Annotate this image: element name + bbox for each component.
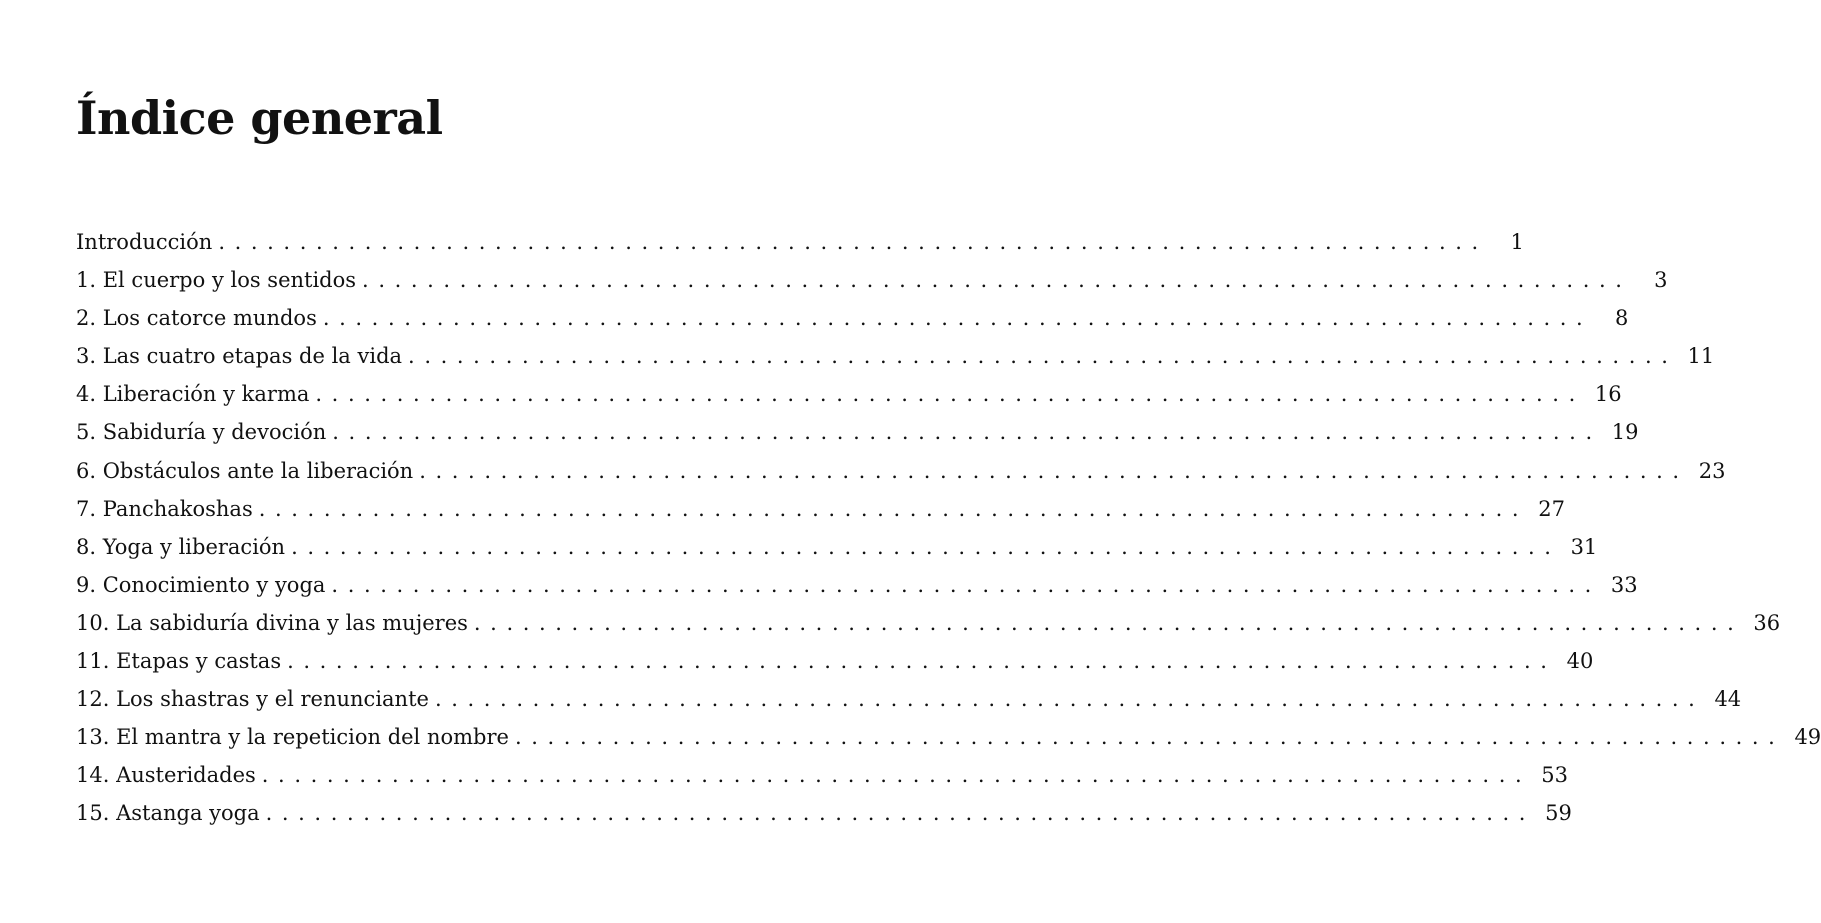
toc-entry-title: 15. Astanga yoga (76, 801, 260, 826)
table-of-contents (76, 223, 1821, 833)
toc-entry-page: 44 (1714, 687, 1742, 712)
toc-entry-title: 2. Los catorce mundos (76, 306, 317, 331)
toc-entry-title: 8. Yoga y liberación (76, 534, 286, 559)
toc-dot-leader: .............................................................................. (514, 725, 1785, 750)
toc-entry-page: 11 (1687, 344, 1715, 369)
toc-entry-page: 16 (1594, 382, 1622, 407)
toc-entry[interactable] (76, 680, 1742, 718)
toc-entry-page: 1 (1510, 230, 1524, 254)
toc-entry-title: 9. Conocimiento y yoga (76, 572, 326, 597)
toc-entry[interactable] (76, 223, 1524, 261)
toc-entry-title: 11. Etapas y castas (76, 649, 282, 674)
toc-entry[interactable] (76, 756, 1568, 794)
toc-entry[interactable] (76, 261, 1668, 299)
toc-entry[interactable] (76, 566, 1638, 604)
toc-dot-leader: .............................................................................. (322, 306, 1593, 331)
toc-entry-title: 3. Las cuatro etapas de la vida (76, 344, 403, 369)
toc-dot-leader: .............................................................................. (218, 230, 1488, 254)
toc-dot-leader: .............................................................................. (261, 763, 1532, 788)
toc-dot-leader: .............................................................................. (362, 268, 1632, 293)
toc-dot-leader: .............................................................................. (408, 344, 1678, 369)
toc-entry-page: 40 (1566, 649, 1594, 674)
toc-entry-title: 14. Austeridades (76, 763, 256, 788)
toc-dot-leader: .............................................................................. (434, 687, 1705, 712)
toc-dot-leader: .............................................................................. (258, 496, 1529, 521)
toc-dot-leader: .............................................................................. (331, 572, 1601, 597)
toc-entry-page: 19 (1611, 420, 1639, 445)
toc-entry[interactable] (76, 299, 1629, 337)
toc-entry[interactable] (76, 642, 1594, 680)
toc-dot-leader: .............................................................................. (315, 382, 1585, 407)
toc-entry[interactable] (76, 794, 1572, 832)
toc-entry-page: 31 (1570, 534, 1598, 559)
toc-entry[interactable] (76, 413, 1639, 451)
toc-entry[interactable] (76, 452, 1726, 490)
toc-entry-title: 4. Liberación y karma (76, 382, 310, 407)
toc-entry-title: 12. Los shastras y el renunciante (76, 687, 429, 712)
toc-entry[interactable] (76, 490, 1565, 528)
toc-entry-title: 6. Obstáculos ante la liberación (76, 458, 414, 483)
toc-entry-page: 8 (1614, 306, 1629, 331)
toc-dot-leader: .............................................................................. (265, 801, 1536, 826)
toc-dot-leader: .............................................................................. (332, 420, 1602, 445)
toc-entry-page: 53 (1541, 763, 1568, 788)
toc-entry-page: 3 (1654, 268, 1668, 293)
toc-entry-page: 49 (1794, 725, 1821, 750)
toc-dot-leader: .............................................................................. (291, 534, 1561, 559)
page-title: Índice general (76, 91, 443, 145)
toc-dot-leader: .............................................................................. (419, 458, 1689, 483)
toc-dot-leader: .............................................................................. (287, 649, 1557, 674)
toc-entry[interactable] (76, 604, 1781, 642)
toc-entry-page: 33 (1610, 572, 1638, 597)
toc-entry-title: 10. La sabiduría divina y las mujeres (76, 610, 468, 635)
toc-entry-title: 1. El cuerpo y los sentidos (76, 268, 357, 293)
toc-entry[interactable] (76, 528, 1598, 566)
toc-entry-title: Introducción (76, 230, 213, 254)
toc-entry[interactable] (76, 375, 1622, 413)
toc-entry-title: 13. El mantra y la repeticion del nombre (76, 725, 509, 750)
toc-dot-leader: .............................................................................. (473, 610, 1744, 635)
toc-entry-title: 5. Sabiduría y devoción (76, 420, 327, 445)
toc-entry-page: 36 (1753, 610, 1781, 635)
toc-entry-page: 59 (1545, 801, 1572, 826)
toc-entry-page: 23 (1698, 458, 1726, 483)
toc-entry[interactable] (76, 718, 1821, 756)
toc-entry-page: 27 (1538, 496, 1565, 521)
toc-entry-title: 7. Panchakoshas (76, 496, 253, 521)
toc-entry[interactable] (76, 337, 1715, 375)
